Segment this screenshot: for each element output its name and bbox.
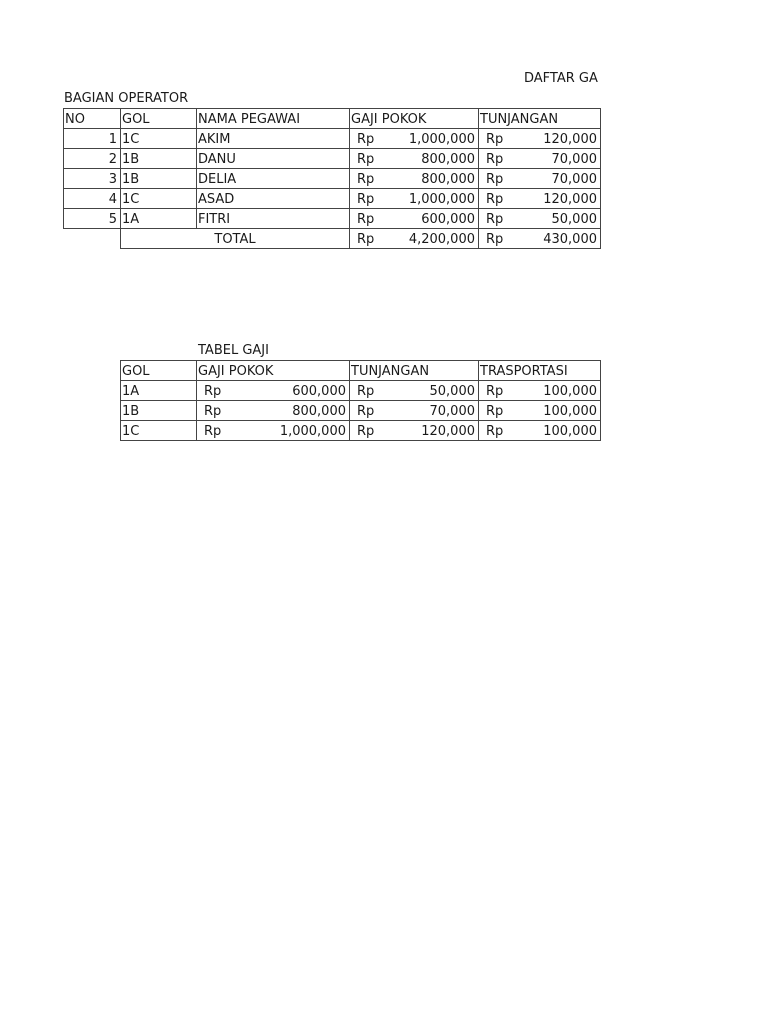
cell-gol: 1B [121, 401, 197, 421]
total-tunjangan [479, 229, 601, 249]
header-nama-pegawai: NAMA PEGAWAI [197, 109, 350, 129]
salary-header-row [121, 361, 601, 381]
amount: 600,000 [292, 384, 346, 399]
cell-gaji-pokok [350, 189, 479, 209]
currency-label: Rp [357, 424, 375, 439]
salary-table [120, 360, 601, 441]
currency-label: Rp [486, 132, 504, 147]
total-gaji-pokok [350, 229, 479, 249]
currency-label: Rp [486, 172, 504, 187]
cell-trasportasi [479, 381, 601, 401]
total-row [64, 229, 601, 249]
cell-no: 3 [64, 169, 121, 189]
amount: 100,000 [543, 384, 597, 399]
cell-gaji-pokok [350, 169, 479, 189]
header-trasportasi: TRASPORTASI [479, 361, 601, 381]
cell-nama: FITRI [197, 209, 350, 229]
currency-label: Rp [357, 404, 375, 419]
currency-label: Rp [486, 212, 504, 227]
table-row [64, 129, 601, 149]
total-label: TOTAL [121, 229, 350, 249]
cell-no: 4 [64, 189, 121, 209]
currency-label: Rp [357, 152, 375, 167]
cell-gol: 1C [121, 189, 197, 209]
cell-nama: AKIM [197, 129, 350, 149]
amount: 800,000 [421, 172, 475, 187]
cell-gol: 1C [121, 129, 197, 149]
amount: 1,000,000 [279, 424, 346, 439]
header-no: NO [64, 109, 121, 129]
cell-tunjangan [479, 169, 601, 189]
cell-gaji-pokok [197, 381, 350, 401]
cell-tunjangan [350, 421, 479, 441]
cell-gol: 1C [121, 421, 197, 441]
cell-tunjangan [350, 381, 479, 401]
header-gol: GOL [121, 109, 197, 129]
cell-trasportasi [479, 401, 601, 421]
amount: 800,000 [421, 152, 475, 167]
table-row [64, 149, 601, 169]
sheet-title: DAFTAR GA [524, 71, 598, 86]
amount: 1,000,000 [408, 132, 475, 147]
amount: 120,000 [543, 192, 597, 207]
cell-gaji-pokok [197, 401, 350, 421]
cell-tunjangan [350, 401, 479, 421]
cell-gol: 1B [121, 169, 197, 189]
currency-label: Rp [486, 192, 504, 207]
amount: 120,000 [421, 424, 475, 439]
cell-gol: 1A [121, 209, 197, 229]
amount: 4,200,000 [408, 232, 475, 247]
cell-gaji-pokok [350, 149, 479, 169]
currency-label: Rp [486, 424, 504, 439]
header-tunjangan: TUNJANGAN [350, 361, 479, 381]
currency-label: Rp [486, 404, 504, 419]
amount: 70,000 [429, 404, 475, 419]
currency-label: Rp [357, 172, 375, 187]
cell-no: 5 [64, 209, 121, 229]
employee-header-row [64, 109, 601, 129]
header-gaji-pokok: GAJI POKOK [350, 109, 479, 129]
header-tunjangan: TUNJANGAN [479, 109, 601, 129]
amount: 100,000 [543, 424, 597, 439]
cell-tunjangan [479, 129, 601, 149]
table-row [64, 189, 601, 209]
amount: 70,000 [551, 172, 597, 187]
currency-label: Rp [357, 192, 375, 207]
cell-nama: ASAD [197, 189, 350, 209]
cell-gaji-pokok [350, 209, 479, 229]
employee-table [63, 108, 601, 249]
currency-label: Rp [204, 404, 222, 419]
amount: 430,000 [543, 232, 597, 247]
currency-label: Rp [357, 232, 375, 247]
amount: 50,000 [551, 212, 597, 227]
amount: 70,000 [551, 152, 597, 167]
cell-gol: 1A [121, 381, 197, 401]
cell-tunjangan [479, 189, 601, 209]
header-gol: GOL [121, 361, 197, 381]
amount: 1,000,000 [408, 192, 475, 207]
currency-label: Rp [357, 384, 375, 399]
amount: 120,000 [543, 132, 597, 147]
cell-gaji-pokok [197, 421, 350, 441]
cell-nama: DELIA [197, 169, 350, 189]
header-gaji-pokok: GAJI POKOK [197, 361, 350, 381]
amount: 50,000 [429, 384, 475, 399]
amount: 800,000 [292, 404, 346, 419]
currency-label: Rp [486, 152, 504, 167]
currency-label: Rp [486, 232, 504, 247]
cell-gaji-pokok [350, 129, 479, 149]
amount: 600,000 [421, 212, 475, 227]
table-row [121, 381, 601, 401]
table-row [121, 421, 601, 441]
currency-label: Rp [204, 424, 222, 439]
currency-label: Rp [486, 384, 504, 399]
cell-nama: DANU [197, 149, 350, 169]
cell-tunjangan [479, 209, 601, 229]
cell-tunjangan [479, 149, 601, 169]
table-row [64, 209, 601, 229]
table-row [121, 401, 601, 421]
table-row [64, 169, 601, 189]
currency-label: Rp [204, 384, 222, 399]
currency-label: Rp [357, 212, 375, 227]
cell-gol: 1B [121, 149, 197, 169]
cell-no: 2 [64, 149, 121, 169]
currency-label: Rp [357, 132, 375, 147]
salary-table-title: TABEL GAJI [198, 343, 269, 358]
section-label: BAGIAN OPERATOR [64, 91, 189, 106]
empty-cell [64, 229, 121, 249]
cell-no: 1 [64, 129, 121, 149]
cell-trasportasi [479, 421, 601, 441]
amount: 100,000 [543, 404, 597, 419]
